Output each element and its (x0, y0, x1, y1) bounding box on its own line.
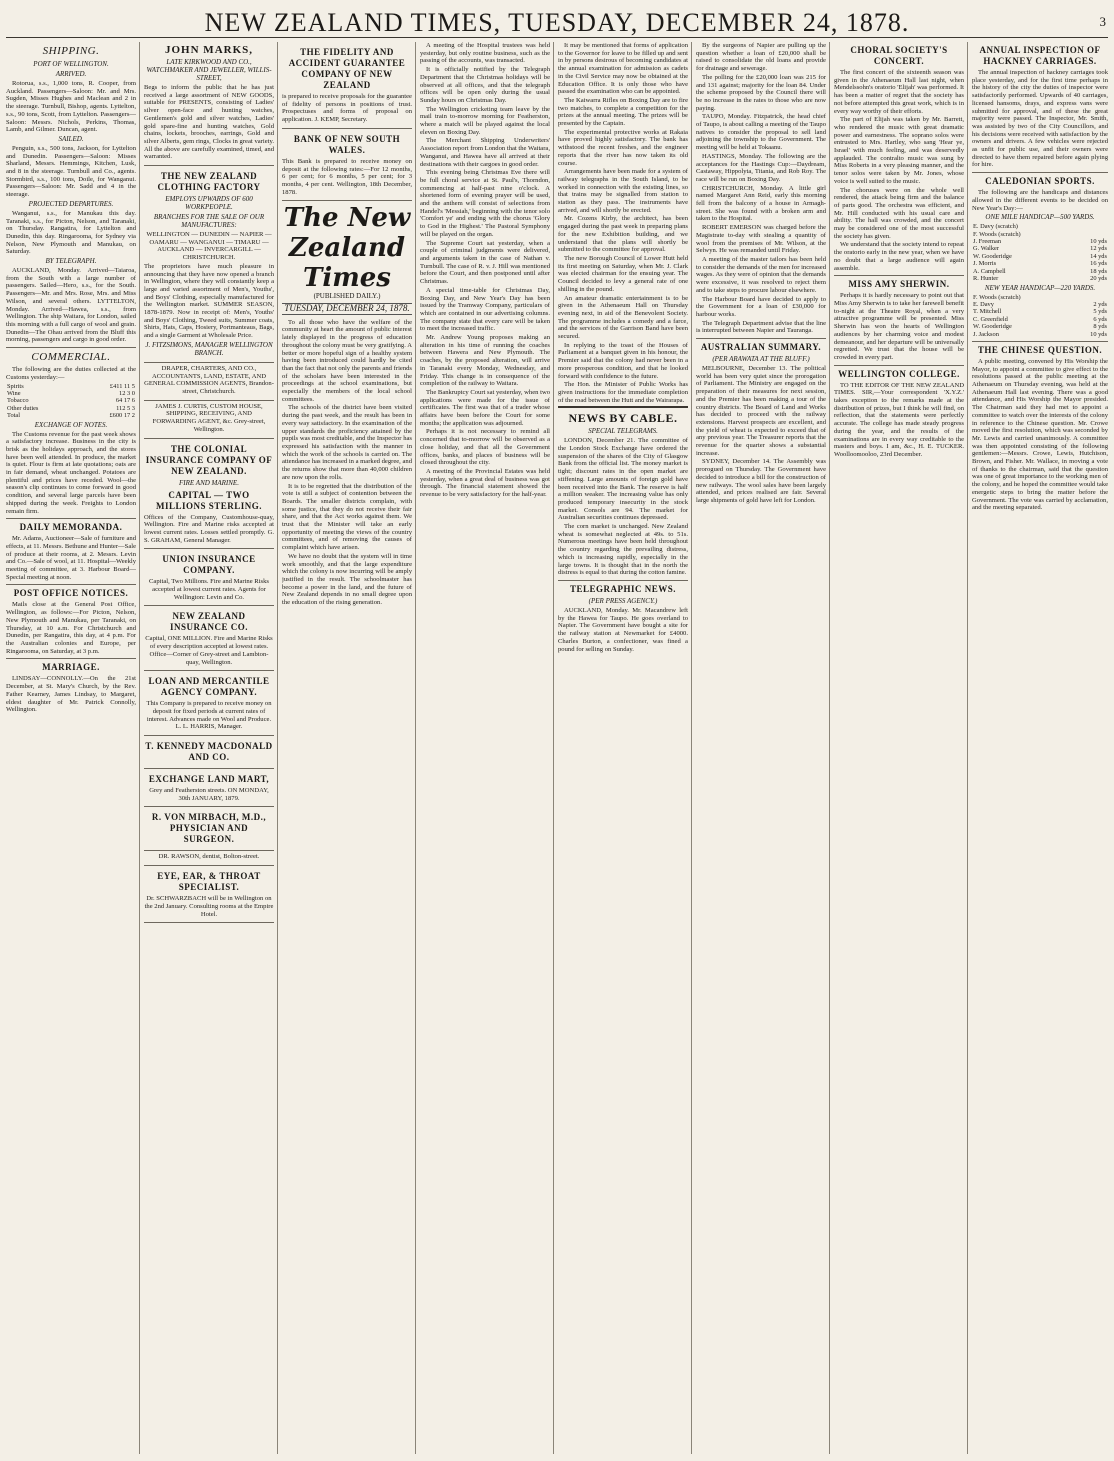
choral-paragraph: The first concert of the sixteenth season was given in the Athenaeum Hall last night, when Mendelssohn's oratorio 'Elijah' was performed. It has been a matter of regret that the society has not before attempted this great work, which is in every way worthy of their efforts. (834, 69, 964, 115)
australian-text: SYDNEY, December 14. The Assembly was prorogued on Thursday. The Government have decided to introduce a bill for the construction of new railways. The wool sales have been largely attended, and prices realised are fair. Several large shipments of gold have left for London. (696, 458, 826, 504)
draper-text: DRAPER, CHARTERS, AND CO., ACCOUNTANTS, LAND, ESTATE, AND GENERAL COMMISSION AGENTS, Brandon-street, Christchurch. (144, 364, 274, 395)
table-row (972, 253, 1108, 260)
competitor-mark: 5 yds (1093, 308, 1107, 316)
news-paragraph: A meeting of the Hospital trustees was held yesterday, but only routine business, such as the passing of the accounts, was transacted. (420, 42, 550, 65)
competitor-name: C. Greenfield (973, 315, 1008, 323)
exchange-ad (144, 769, 274, 807)
telegraphic-sub: (PER PRESS AGENCY.) (588, 597, 658, 605)
table-row (972, 231, 1108, 238)
news-paragraph: It is officially notified by the Telegraph Department that the Christmas holidays will be observed at all offices, and that the telegraph offices will be open only during the usual Sunday hours on Christmas Day. (420, 66, 550, 104)
leader-paragraph: To all those who have the welfare of the community at heart the amount of public interest lately displayed in the progress of education throughout the colony must be very gratifying. A better or more hopeful sign of a healthy system having been introduced could hardly be cited than the fact that not only the parents and friends of the scholars have been interested in the proceedings at the school examinations, but especially the members of the local school committees. (282, 318, 412, 403)
competitor-mark (1071, 294, 1108, 301)
news-paragraph: Perhaps it is not necessary to remind all concerned that to-morrow will be observed as a close holiday, and that all the Government offices, banks, and places of business will be closed throughout the city. (420, 428, 550, 467)
loan-heading: LOAN AND MERCANTILE AGENCY COMPANY. (148, 676, 270, 698)
table-row (6, 412, 136, 419)
competitor-name: J. Morris (973, 260, 997, 268)
competitor-mark: 16 yds (1090, 260, 1107, 268)
duty-item: Tobacco (7, 397, 29, 405)
page-number: 3 (1099, 14, 1106, 29)
nz-insurance-text: Capital, ONE MILLION. Fire and Marine Risks of every description accepted at lowest rates. Office—Corner of Grey-street and Lambton-quay, Wellington. (145, 635, 273, 666)
college-heading: WELLINGTON COLLEGE. (838, 368, 960, 379)
column-5 (558, 42, 692, 1454)
divider (696, 338, 826, 339)
fidelity-text: is prepared to receive proposals for the guarantee of fidelity of persons in positions of trust. Prospectuses and forms of proposal on application. J. KEMP, Secretary. (282, 93, 412, 124)
table-row (972, 223, 1108, 230)
port-heading: PORT OF WELLINGTON. (33, 60, 109, 68)
news-paragraph: The Merchant Shipping Underwriters' Association report from London that the Waitara, Wanganui, and Hawea have all arrived at their destinations with their cargoes in good order. (420, 137, 550, 168)
divider (6, 347, 136, 348)
news-paragraph: The new Borough Council of Lower Hutt held its first meeting on Saturday, when Mr. J. Clark was elected chairman for the ensuing year. The Council decided to levy a general rate of one shilling in the pound. (558, 254, 688, 293)
caledonian-heading: CALEDONIAN SPORTS. (985, 176, 1095, 187)
choral-paragraph: The part of Elijah was taken by Mr. Barrett, who rendered the music with great dramatic power and earnestness. The soprano solos were entrusted to Mrs. Hartley, who sang 'Hear ye, Israel' with much feeling, and was deservedly applauded. The contralto music was sung by Miss Roberts in a very pleasing manner, and the tenor solos were taken by Mr. Jones, whose voice is well suited to the music. (834, 116, 964, 185)
competitor-name: W. Gooderidge (973, 252, 1012, 260)
column-4 (420, 42, 554, 1454)
exchange-heading: EXCHANGE LAND MART, (148, 774, 270, 785)
handicap-1-heading: ONE MILE HANDICAP—500 YARDS. (985, 213, 1095, 222)
projected-text: Wanganui, s.s., for Manukau this day. Taranaki, s.s., for Picton, Nelson, and Taranaki, on Thursday. Rangatira, for Lyttelton and Dunedin, this day. Ringarooma, for Sydney via Nelson, New Plymouth and Manukau, on Saturday. (6, 209, 136, 256)
doctor-ad (144, 807, 274, 851)
duty-amount: £600 17 2 (109, 412, 135, 420)
news-paragraph: Arrangements have been made for a system of railway telegraphs in the South Island, to be worked in connection with the existing lines, so that trains may be signalled from station to station as they pass. The instruments have arrived, and will shortly be erected. (558, 168, 688, 214)
leader-paragraph: We have no doubt that the system will in time work smoothly, and that the large expenditure which the colony is now incurring will be amply justified in the result. The schoolmaster has become a power in the land, and the future of New Zealand depends in no small degree upon the education of the rising generation. (282, 552, 412, 607)
news-paragraph: An amateur dramatic entertainment is to be given in the Athenaeum Hall on Thursday evening next, in aid of the Benevolent Society. The programme includes a comedy and a farce, and the services of the Garrison Band have been secured. (558, 294, 688, 341)
kennedy-name: T. KENNEDY MACDONALD AND CO. (145, 741, 273, 763)
column-1 (6, 42, 140, 1454)
special-telegrams-heading: SPECIAL TELEGRAMS. (588, 427, 658, 436)
arrived-heading: ARRIVED. (55, 70, 87, 78)
leader-paragraph: It is to be regretted that the distribution of the vote is still a subject of contention between the Boards. The smaller districts complain, with some justice, that they do not receive their fair share, and that the Act works against them. We trust that the Minister will take an early opportunity of meeting the views of the country committees, and of removing the causes of complaint which have arisen. (282, 482, 412, 552)
marriage-text: LINDSAY—CONNOLLY.—On the 21st December, at St. Mary's Church, by the Rev. Father Kearney, James Lindsay, to Margaret, eldest daughter of Mr. Patrick Connolly, Wellington. (6, 675, 136, 714)
duty-amount: £411 11 5 (109, 382, 135, 390)
clothing-heading: THE NEW ZEALAND CLOTHING FACTORY (157, 171, 261, 193)
table-row (6, 397, 136, 404)
divider (558, 406, 688, 408)
masthead-title: NEW ZEALAND TIMES, TUESDAY, DECEMBER 24, 1878. (204, 8, 910, 37)
colonial-heading: THE COLONIAL INSURANCE COMPANY OF NEW ZEALAND. (145, 443, 273, 476)
paper-date: TUESDAY, DECEMBER 24, 1878. (282, 303, 412, 315)
paper-title: The New Zealand Times (283, 203, 411, 294)
column-2 (144, 42, 278, 1454)
divider (6, 584, 136, 585)
fidelity-heading: THE FIDELITY AND ACCIDENT GUARANTEE COMPANY OF NEW ZEALAND (288, 47, 406, 90)
paper-published: (PUBLISHED DAILY.) (313, 292, 381, 301)
clothing-ad (144, 166, 274, 363)
duty-amount: 112 5 3 (116, 404, 135, 412)
divider (6, 518, 136, 519)
memoranda-text: Mr. Adams, Auctioneer—Sale of furniture and effects, at 11. Messrs. Bethune and Hunter—Sale of produce at their rooms, at 2. Messrs. Levin and Co.—Sale of wool, at 11. Hospital—Weekly meeting of committee, at 3. Harbour Board—Special meeting at noon. (6, 535, 136, 581)
column-8 (972, 42, 1108, 1454)
column-7 (834, 42, 968, 1454)
columns (6, 42, 1108, 1454)
cable-heading: NEWS BY CABLE. (568, 411, 678, 426)
colonial-ad (144, 439, 274, 550)
news-paragraph: A meeting of the Provincial Estates was held yesterday, when a great deal of business was got through. The financial statement showed the revenue to be very satisfactory for the half-year. (420, 467, 550, 499)
column-3 (282, 42, 416, 1454)
arrived-text: Rotorua, s.s., 1,000 tons, R. Cooper, from Auckland. Passengers—Saloon: Mr. and Mrs. Sugden, Misses Hughes and Maclean and 2 in the steerage. Turnbull, Bishop, agents. Lyttelton, s.s., 90 tons, Scott, from Lyttelton. Passengers—Saloon: Messrs. Nichols, Perkins, Thomas, Lamb, and Gilmer. Duncan, agent. (6, 80, 136, 134)
bank-ad (282, 129, 412, 202)
competitor-name: J. Jackson (973, 330, 999, 338)
competitor-mark: 20 yds (1090, 275, 1107, 283)
competitor-name: A. Campbell (973, 267, 1006, 275)
handicap-2-table (972, 294, 1108, 338)
telegraphic-heading: TELEGRAPHIC NEWS. (569, 584, 677, 594)
leader-paragraph: The schools of the district have been visited during the past week, and the result has been in every way satisfactory. In the examination of the upper standards the proficiency attained by the pupils was most creditable, and the Inspector has expressed his satisfaction with the manner in which the work of the schools is carried on. The attendance has increased in a marked degree, and the returns show that more than 40,000 children are now upon the rolls. (282, 404, 412, 481)
news-paragraph: The Kaiwarra Rifles on Boxing Day are to fire two matches, to complete a competition for the prizes at the annual meeting. The prizes will be presented by the Captain. (558, 96, 688, 128)
marriage-heading: MARRIAGE. (42, 662, 100, 673)
news-paragraph: A meeting of the master tailors has been held to consider the demands of the men for increased wages. As they were of opinion that the demands were excessive, it was resolved to reject them and to take steps to procure labour elsewhere. (696, 255, 826, 294)
nz-insurance-heading: NEW ZEALAND INSURANCE CO. (169, 611, 248, 633)
bank-text: This Bank is prepared to receive money on deposit at the following rates:—For 12 months, 6 per cent; for 6 months, 5 per cent; for 3 months, 4 per cent. Wellington, 18th December, 1878. (282, 157, 412, 196)
eye-ad (144, 866, 274, 923)
clothing-text: The proprietors have much pleasure in announcing that they have now opened a branch in Wellington, where they will constantly keep a large and varied assortment of Men's, Youths', and Boys' Clothing, especially manufactured for the Wellington market. SUMMER SEASON, 1878-1879. Now in receipt of: Men's, Youths' and Boys' Clothing, Tweed suits, Summer coats, Shirts, Hats, Caps, Hosiery, Portmanteaus, Bags, and a single Garment at Wholesale Price. (144, 262, 274, 340)
leader-masthead (282, 201, 412, 318)
news-paragraph: Mr. Cozens Kirby, the architect, has been engaged during the past week in preparing plans for the new Exhibition building, and we understand that the plans will shortly be submitted to the committee for approval. (558, 215, 688, 254)
rawson-ad (144, 851, 274, 866)
table-row (6, 390, 136, 397)
sherwin-text: Perhaps it is hardly necessary to point out that Miss Amy Sherwin is to take her farewell benefit to-night at the Theatre Royal, when a very attractive programme will be presented. Miss Sherwin has won the hearts of Wellington audiences by her charming voice and modest demeanour, and her departure will be universally regretted. We trust that the house will be crowded in every part. (834, 292, 964, 361)
duty-amount: 64 17 6 (115, 397, 135, 405)
divider (972, 341, 1108, 342)
college-text: TO THE EDITOR OF THE NEW ZEALAND TIMES. SIR,—Your correspondent 'X.Y.Z.' takes exception to the remarks made at the distribution of prizes, but I think he will find, on reflection, that the statements were perfectly accurate. The college has made steady progress during the year, and the results of the examinations are in every way creditable to the masters and boys. I am, &c., H. E. TUCKER. Woolloomooloo, 23rd December. (834, 381, 964, 458)
table-row (972, 316, 1108, 323)
union-heading: UNION INSURANCE COMPANY. (162, 554, 256, 576)
exchange-heading: EXCHANGE OF NOTES. (34, 420, 108, 429)
kennedy-ad (144, 736, 274, 769)
branches-list: WELLINGTON — DUNEDIN — NAPIER — OAMARU — WANGANUI — TIMARU — AUCKLAND — INVERCARGILL — CHRISTCHURCH. (146, 231, 272, 262)
handicap-2-heading: NEW YEAR HANDICAP—220 YARDS. (984, 283, 1096, 292)
table-row (6, 405, 136, 412)
curtis-ad (144, 401, 274, 439)
duties-table (6, 383, 136, 420)
projected-heading: PROJECTED DEPARTURES. (28, 199, 114, 208)
duty-amount: 12 3 0 (119, 389, 135, 397)
sherwin-heading: MISS AMY SHERWIN. (848, 279, 950, 290)
news-paragraph: The polling for the £20,000 loan was 215 for and 131 against; majority for the loan 84. Under the scheme proposed by the Council there will be no increase in the rates to those who are now paying. (696, 73, 826, 112)
sailed-text: Penguin, s.s., 500 tons, Jackson, for Lyttelton and Dunedin. Passengers—Saloon: Misses Sharland, Messrs. Hemmings, Kitchen, Lusk, and 8 in the steerage. Turnbull and Co., agents. Stormbird, s.s., 100 tons, Doile, for Wanganui. Passengers—Saloon: Mr. Sadd and 4 in the steerage. (6, 144, 136, 199)
table-row (6, 383, 136, 390)
competitor-mark: 12 yds (1090, 245, 1107, 253)
competitor-name: W. Gooderidge (973, 323, 1012, 331)
hackney-heading: ANNUAL INSPECTION OF HACKNEY CARRIAGES. (979, 45, 1101, 66)
choral-paragraph: We understand that the society intend to repeat the oratorio early in the new year, when we have no doubt that a large audience will again assemble. (834, 241, 964, 272)
commercial-heading: COMMERCIAL. (31, 351, 111, 364)
memoranda-heading: DAILY MEMORANDA. (19, 522, 123, 533)
competitor-name: R. Hunter (973, 275, 999, 283)
draper-ad (144, 363, 274, 401)
table-row (972, 323, 1108, 330)
union-text: Capital, Two Millions. Fire and Marine Risks accepted at lowest current rates. Agents for Wellington: Levin and Co. (149, 578, 269, 601)
colonial-sub: FIRE AND MARINE. (179, 478, 239, 487)
competitor-name: E. Davy (973, 300, 994, 308)
shipping-heading: SHIPPING. (42, 45, 100, 57)
table-row (972, 331, 1108, 338)
sailed-heading: SAILED. (58, 134, 84, 143)
loan-text: This Company is prepared to receive money on deposit for fixed periods at current rates of interest. Advances made on Wool and Produce. L. L. HARRIS, Manager. (146, 700, 272, 731)
news-paragraph: The Telegraph Department advise that the line is interrupted between Napier and Tauranga. (696, 319, 826, 335)
news-paragraph: Mr. Andrew Young proposes making an alteration in his time of running the coaches between Hawera and New Plymouth. The coaches, by the proposed alteration, will arrive in Taranaki every Monday, Wednesday, and Friday. This change is in consequence of the completion of the railway to Waitara. (420, 334, 550, 388)
news-paragraph: The Wellington cricketing team leave by the mail train to-morrow morning for Featherston, where a match will be played against the local eleven on Boxing Day. (420, 105, 550, 136)
competitor-name: G. Walker (973, 245, 999, 253)
telegraphic-text: AUCKLAND, Monday. Mr. Macandrew left by the Hawea for Taupo. He goes overland to Napier. The Government have bought a site for the railway station at Newmarket for £4000. Charles Burton, a confectioner, was fined a pound for selling on Sunday. (558, 607, 688, 653)
competitor-mark (1071, 223, 1108, 230)
post-office-text: Mails close at the General Post Office, Wellington, as follows:—For Picton, Nelson, New Plymouth and Manukau, per Taranaki, on Thursday, at 10 a.m. For Christchurch and Dunedin, per Rangatira, this day, at 4 p.m. For the Australian colonies and Europe, per Ringarooma, on Saturday, at 3 p.m. (6, 601, 136, 655)
cable-text: LONDON, December 21. The committee of the London Stock Exchange have ordered the suspension of the shares of the City of Glasgow Bank from the official list. The money market is tight; discount rates in the open market are stiffening. Large amounts of foreign gold have been received into the Bank. The reserve is half a million weaker. The increasing value has only produced temporary insecurity in the stock market. Consols are 94. The market for Australian securities continues depressed. (558, 437, 688, 522)
telegraph-text: AUCKLAND, Monday. Arrived—Taiaroa, from the South with a large number of passengers. Sailed—Hero, s.s., for the South. Passengers—Mr. and Mrs. Rose, Mrs. and Miss Wilson, and several others. LYTTELTON, Monday. Arrived—Hawea, s.s., from Wellington. The ship Waitara, for London, sailed this morning with a full cargo of wool and grain. Dunedin—The Ohau arrived from the Bluff this morning, passengers and cargo in good order. (6, 267, 136, 344)
divider (834, 275, 964, 276)
chinese-text: A public meeting, convened by His Worship the Mayor, to appoint a committee to give effect to the resolutions passed at the public meeting at the Athenaeum on Thursday evening, was held at the Athenaeum Hall last evening. There was a good attendance, and His Worship the Mayor presided. The Chairman said they had met to appoint a committee to watch over the interests of the colony in reference to the Chinese question. Mr. Crowe moved the first resolution, which was seconded by Mr. Lewis and carried unanimously. A committee was then appointed consisting of the following gentlemen:—Messrs. Crowe, Lewis, Hutchison, Brown, and Fisher. Mr. Wallace, in moving a vote of thanks to the chairman, said that the question was one of great importance to the working men of the colony, and he hoped the committee would take energetic steps to bring the matter before the Government. The vote was carried by acclamation, and the meeting separated. (972, 357, 1108, 512)
rawson-text: DR. RAWSON, dentist, Bolton-street. (158, 853, 260, 861)
competitor-mark: 10 yds (1090, 238, 1107, 246)
telegraph-heading: BY TELEGRAPH. (45, 257, 97, 266)
table-row (972, 301, 1108, 308)
competitor-name: F. Woods (scratch) (973, 293, 1021, 301)
doctor-name: R. VON MIRBACH, M.D., PHYSICIAN AND SURGEON. (151, 812, 267, 845)
colonial-text: Offices of the Company, Customhouse-quay, Wellington. Fire and Marine risks accepted at lowest current rates. Losses settled promptly. G. S. GRAHAM, General Manager. (144, 513, 274, 544)
news-paragraph: It may be mentioned that forms of application to the Governor for leave to be filled up and sent in by persons desirous of becoming candidates at the annual examination for admission as cadets in the Civil Service may now be obtained at the Education Office. It is only those who have passed the examination who can be appointed. (558, 42, 688, 96)
competitor-name: E. Davy (scratch) (973, 223, 1018, 231)
cable-text: The corn market is unchanged. New Zealand wheat is somewhat neglected at 49s. to 51s. Numerous meetings have been held throughout the country regarding the prevailing distress, which is increasing rapidly, especially in the large towns. It is thought that in the north the distress is equal to that during the cotton famine. (558, 523, 688, 577)
colonial-capital: CAPITAL — TWO MILLIONS STERLING. (155, 489, 263, 511)
fidelity-ad (282, 42, 412, 129)
divider (972, 172, 1108, 173)
column-6 (696, 42, 830, 1454)
commercial-intro: The following are the duties collected at the Customs yesterday:— (6, 366, 136, 381)
news-paragraph: The Bankruptcy Court sat yesterday, when two applications were made for the issue of certificates. The first was that of a trader whose affairs have been before the Court for some months; the application was adjourned. (420, 388, 550, 427)
news-paragraph: ROBERT EMERSON was charged before the Magistrate to-day with stealing a quantity of wool from the premises of Mr. Wilson, at the Selwyn. He was remanded until Friday. (696, 224, 826, 255)
bank-heading: BANK OF NEW SOUTH WALES. (293, 133, 401, 155)
curtis-text: JAMES J. CURTIS, CUSTOM HOUSE, SHIPPING, RECEIVING, AND FORWARDING AGENT, &c. Grey-street, Wellington. (152, 402, 266, 433)
newspaper-page (6, 4, 1108, 1457)
duty-item: Spirits (7, 382, 24, 390)
competitor-mark: 18 yds (1090, 267, 1107, 275)
news-paragraph: This evening being Christmas Eve there will be full choral service at St. Paul's, Thorndon, commencing at half-past nine o'clock. A shortened form of evening prayer will be used, and the anthem will consist of selections from Handel's 'Messiah,' beginning with the tenor solo 'Comfort ye' and ending with the chorus 'Glory to God in the Highest.' The Pastoral Symphony will be played on the organ. (420, 169, 550, 238)
table-row (972, 308, 1108, 315)
news-paragraph: In replying to the toast of the Houses of Parliament at a banquet given in his honour, the Premier said that the colony had never been in a more prosperous condition, and that he looked forward with confidence to the future. (558, 341, 688, 380)
handicap-1-table (972, 223, 1108, 282)
branches-heading: BRANCHES FOR THE SALE OF OUR MANUFACTURES: (153, 213, 265, 230)
divider (558, 580, 688, 581)
marks-sub: LATE KIRKWOOD AND CO., WATCHMAKER AND JEWELLER, WILLIS-STREET, (146, 58, 272, 82)
marks-ad (144, 42, 274, 166)
competitor-name: F. Woods (scratch) (973, 230, 1021, 238)
news-paragraph: TAUPO, Monday. Fitzpatrick, the head chief of Taupo, is about calling a meeting of the Taupo natives to consider the proposal to sell land adjoining the township to the Government. The meeting will be held at Tokaanu. (696, 113, 826, 152)
competitor-mark (1071, 231, 1108, 238)
marks-text: Begs to inform the public that he has just received a large assortment of NEW GOODS, suitable for PRESENTS, consisting of Ladies' silver open-face and hunting watches, Gentlemen's gold and silver watches, Ladies' gold spare-fine and hunting watches, Gold chains, lockets, brooches, earrings, Gold and silver Alberts, gem rings, Clocks in great variety. All the above are carefully examined, timed, and warranted. (144, 84, 274, 161)
clothing-sub: EMPLOYS UPWARDS OF 600 WORKPEOPLE. (165, 195, 253, 212)
loan-ad (144, 671, 274, 736)
news-paragraph: HASTINGS, Monday. The following are the acceptances for the Hastings Cup:—Daydream, Castaway, Hippolyta, Titania, and Rob Roy. The race will be run on Boxing Day. (696, 152, 826, 183)
competitor-name: J. Freeman (973, 238, 1002, 246)
table-row (972, 245, 1108, 252)
competitor-mark: 2 yds (1093, 300, 1107, 308)
hackney-text: The annual inspection of hackney carriages took place yesterday, and for the first time perhaps in the history of the city the duties of inspector were satisfactorily performed. Upwards of 40 carriages, licensed hansoms, drays, and express vans were submitted for approval, and of these the great majority were passed. The Inspector, Mr. Smith, was assisted by two of the City Councillors, and his decisions were received with satisfaction by the owners and drivers. A few vehicles were rejected as unfit for public use, and their owners were directed to have them repaired before again plying for hire. (972, 69, 1108, 169)
marks-name: JOHN MARKS, (165, 44, 253, 56)
masthead (6, 4, 1108, 38)
divider (834, 365, 964, 366)
australian-text: MELBOURNE, December 13. The political world has been very quiet since the prorogation of Parliament. The Ministry are engaged on the preparation of their measures for next session, and the Premier has been making a tour of the country districts. The Board of Land and Works has decided to proceed with the railway extensions. Harvest prospects are excellent, and the yield of wheat is expected to exceed that of any previous year. The Treasurer reports that the revenue for the quarter shows a substantial increase. (696, 365, 826, 457)
choral-paragraph: The choruses were on the whole well rendered, the attack being firm and the balance of parts good. The orchestra was efficient, and Mr. Hill conducted with his usual care and ability. The hall was crowded, and the concert may be considered one of the most successful the society has given. (834, 186, 964, 240)
news-paragraph: The Supreme Court sat yesterday, when a couple of criminal judgments were delivered, and arguments taken in the case of Nathan v. Turnbull. The case of R. v. J. Hill was mentioned before the Court, and then postponed until after Christmas. (420, 239, 550, 286)
competitor-mark: 6 yds (1093, 315, 1107, 323)
news-paragraph: CHRISTCHURCH, Monday. A little girl named Margaret Ann Reid, early this morning fell from the balcony of a house in Armagh-street. She was found with a broken arm and taken to the Hospital. (696, 184, 826, 223)
competitor-mark: 8 yds (1093, 323, 1107, 331)
duty-item: Total (7, 412, 21, 420)
duty-item: Wine (7, 389, 21, 397)
divider (6, 658, 136, 659)
australian-heading: AUSTRALIAN SUMMARY. (700, 342, 822, 353)
table-row (972, 275, 1108, 282)
competitor-mark: 10 yds (1090, 330, 1107, 338)
news-paragraph: By the surgeons of Napier are pulling up the question whether a loan of £20,000 shall be raised to consolidate the old loans and provide for drainage and sewerage. (696, 42, 826, 73)
table-row (972, 260, 1108, 267)
eye-heading: EYE, EAR, & THROAT SPECIALIST. (157, 871, 261, 893)
eye-text: Dr. SCHWARZBACH will be in Wellington on the 2nd January. Consulting rooms at the Empire Hotel. (144, 895, 274, 918)
chinese-heading: THE CHINESE QUESTION. (977, 344, 1103, 355)
news-paragraph: The Harbour Board have decided to apply to the Government for a loan of £30,000 for harbour works. (696, 295, 826, 318)
union-ad (144, 549, 274, 606)
table-row (972, 268, 1108, 275)
table-row (972, 238, 1108, 245)
caledonian-intro: The following are the handicaps and distances allowed in the different events to be decided on New Year's Day:— (972, 189, 1108, 212)
choral-heading: CHORAL SOCIETY'S CONCERT. (850, 45, 948, 66)
table-row (972, 294, 1108, 301)
news-paragraph: The experimental protective works at Rakaia have proved highly satisfactory. The bank has withstood the recent freshes, and the engineer reports that the river has now taken its old course. (558, 128, 688, 167)
post-office-heading: POST OFFICE NOTICES. (13, 588, 129, 599)
competitor-name: T. Mitchell (973, 308, 1002, 316)
exchange-text: Grey and Featherston streets. ON MONDAY, 30th JANUARY, 1879. (149, 787, 269, 802)
duty-item: Other duties (7, 404, 39, 412)
nz-insurance-ad (144, 606, 274, 671)
competitor-mark: 14 yds (1090, 252, 1107, 260)
commercial-text: The Customs revenue for the past week shows a satisfactory increase. Business in the city is brisk as the holidays approach, and the stores have been well attended. In produce, the market is quiet. Flour is firm at late quotations; oats are in fair demand, wheat unchanged. Potatoes are plentiful and prices have receded. Wool—the season's clip continues to come forward in good condition, and several large parcels have been shipped during the week. Freights to London remain firm. (6, 430, 136, 515)
news-paragraph: The Hon. the Minister of Public Works has given instructions for the immediate completion of the road between the Hutt and the Wairarapa. (558, 381, 688, 404)
australian-sub: (PER ARAWATA AT THE BLUFF.) (712, 355, 810, 364)
news-paragraph: A special time-table for Christmas Day, Boxing Day, and New Year's Day has been issued by the Tramway Company, particulars of which are contained in our advertising columns. The company state that every care will be taken to meet the increased traffic. (420, 286, 550, 333)
clothing-manager: J. FITZSIMONS, MANAGER WELLINGTON BRANCH. (145, 340, 273, 357)
